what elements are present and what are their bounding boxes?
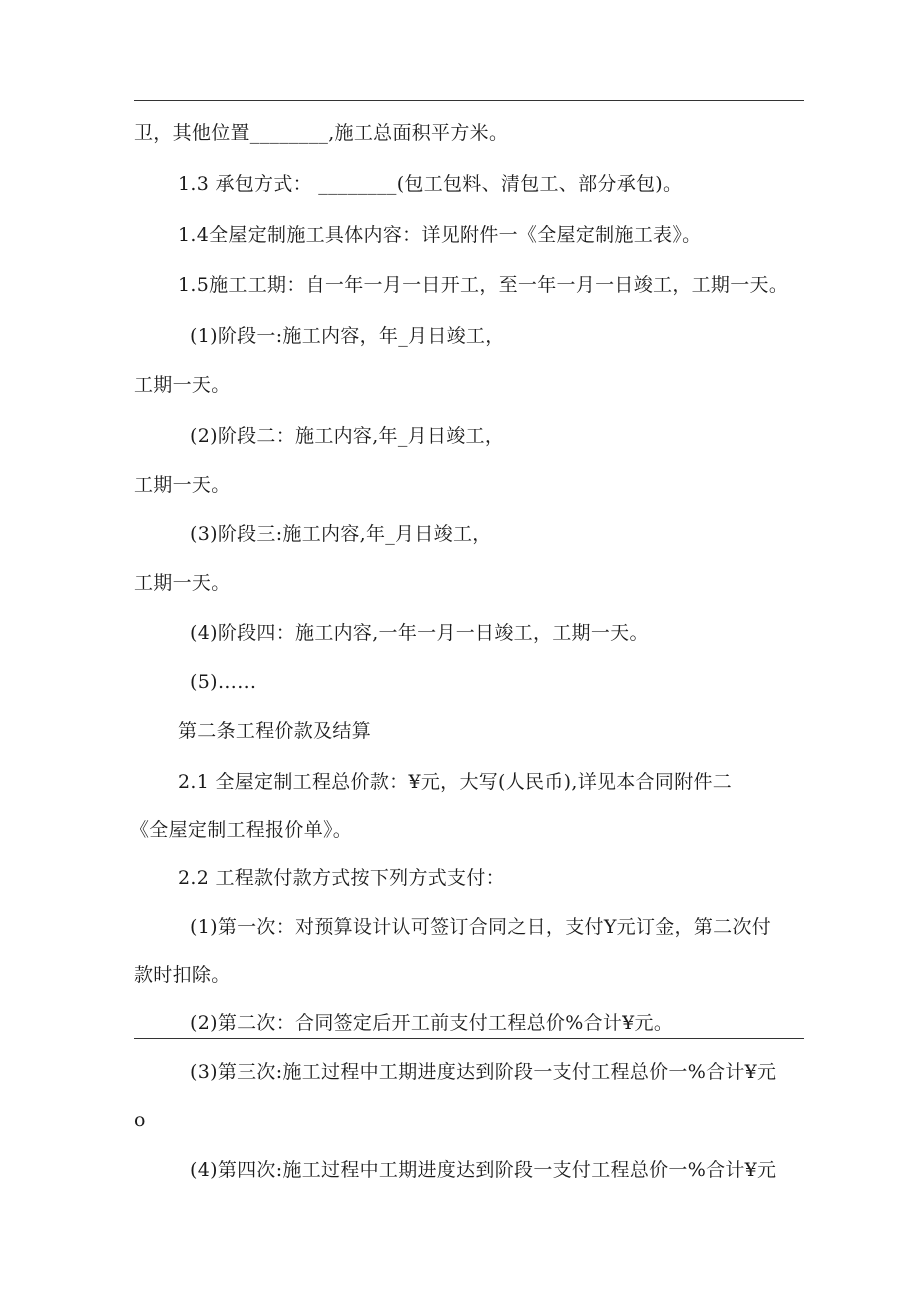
text-line-stage-4: (4)阶段四：施工内容,一年一月一日竣工，工期一天。: [190, 622, 649, 644]
text-line-stage-3: (3)阶段三:施工内容,年_月日竣工，: [190, 523, 492, 545]
text-line-stage-5: (5)……: [190, 671, 257, 693]
top-rule: [134, 100, 804, 101]
text-line-payment-3: (3)第三次:施工过程中工期进度达到阶段一支付工程总价一%合计¥元: [190, 1061, 777, 1083]
text-line-2-1-cont: 《全屋定制工程报价单》。: [130, 819, 353, 841]
text-line-stage-2: (2)阶段二：施工内容,年_月日竣工，: [190, 425, 505, 447]
text-line-payment-1-cont: 款时扣除。: [134, 964, 231, 986]
text-line-duration-2: 工期一天。: [134, 474, 231, 496]
text-line-2-2: 2.2 工程款付款方式按下列方式支付：: [178, 867, 505, 889]
text-line-1-5: 1.5施工工期：自一年一月一日开工，至一年一月一日竣工，工期一天。: [178, 274, 789, 296]
text-line-stage-1: (1)阶段一:施工内容，年_月日竣工，: [190, 325, 505, 347]
section-heading: 第二条工程价款及结算: [178, 720, 372, 742]
text-line-duration-3: 工期一天。: [134, 572, 231, 594]
text-line-payment-2: (2)第二次：合同签定后开工前支付工程总价%合计¥元。: [190, 1012, 674, 1034]
text-line-payment-4: (4)第四次:施工过程中工期进度达到阶段一支付工程总价一%合计¥元: [190, 1159, 777, 1181]
text-line-1: 卫，其他位置________,施工总面积平方米。: [134, 122, 509, 144]
text-line-payment-3-cont: o: [134, 1109, 146, 1131]
text-line-2-1: 2.1 全屋定制工程总价款：¥元，大写(人民币),详见本合同附件二: [178, 771, 733, 793]
text-line-1-3: 1.3 承包方式： ________(包工包料、清包工、部分承包)。: [178, 173, 683, 195]
text-line-payment-1: (1)第一次：对预算设计认可签订合同之日，支付Y元订金，第二次付: [190, 916, 772, 938]
page-break-rule: [134, 1038, 804, 1039]
text-line-duration-1: 工期一天。: [134, 374, 231, 396]
text-line-1-4: 1.4全屋定制施工具体内容：详见附件一《全屋定制施工表》。: [178, 224, 702, 246]
